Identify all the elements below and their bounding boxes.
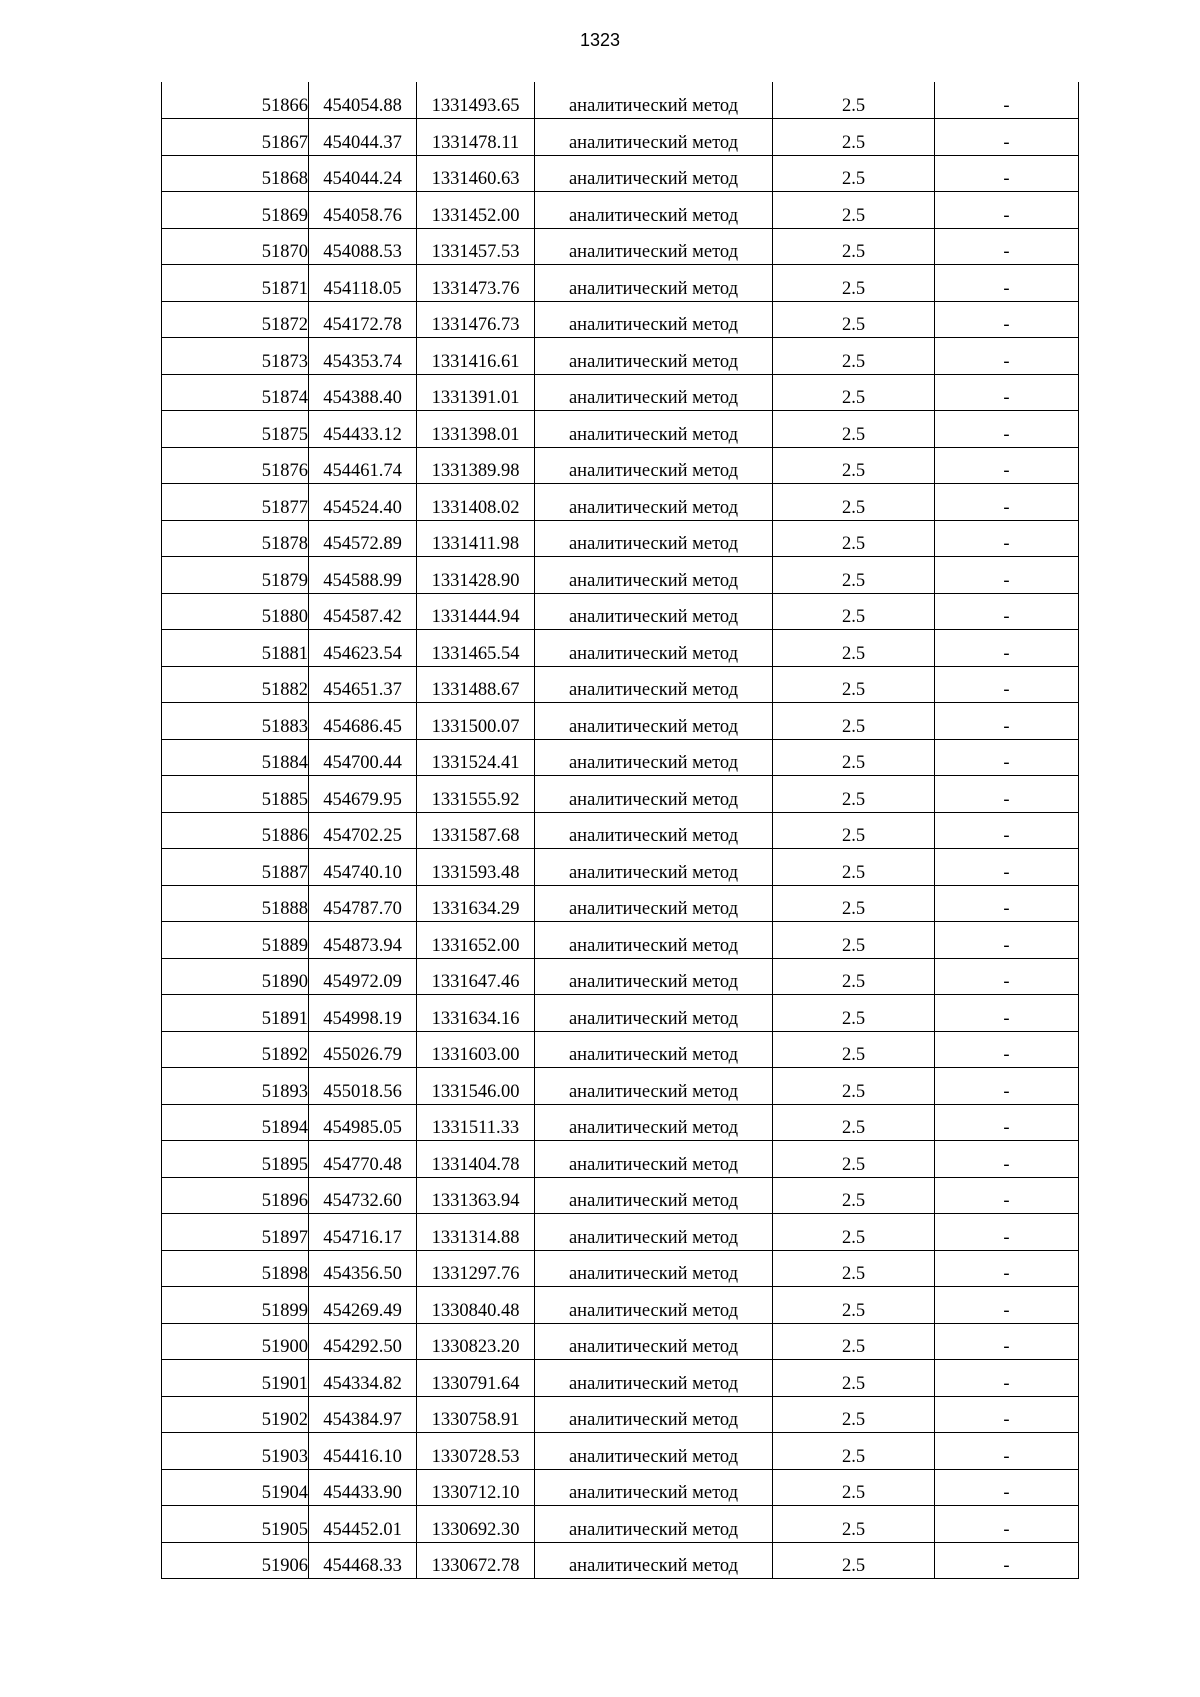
y-coordinate-cell: 1331411.98	[417, 520, 535, 557]
y-coordinate-cell: 1331391.01	[417, 374, 535, 411]
x-coordinate-cell: 454172.78	[309, 301, 417, 338]
point-number-cell: 51902	[162, 1396, 309, 1433]
table-row	[162, 1323, 1079, 1360]
table-row	[162, 1250, 1079, 1287]
y-coordinate-cell: 1331634.16	[417, 995, 535, 1032]
x-coordinate-cell: 454088.53	[309, 228, 417, 265]
accuracy-cell: 2.5	[773, 411, 935, 448]
method-cell: аналитический метод	[535, 958, 773, 995]
method-cell: аналитический метод	[535, 776, 773, 813]
note-cell: -	[935, 1360, 1079, 1397]
point-number-cell: 51901	[162, 1360, 309, 1397]
x-coordinate-cell: 454587.42	[309, 593, 417, 630]
y-coordinate-cell: 1331647.46	[417, 958, 535, 995]
table-row	[162, 265, 1079, 302]
accuracy-cell: 2.5	[773, 776, 935, 813]
note-cell: -	[935, 484, 1079, 521]
accuracy-cell: 2.5	[773, 1141, 935, 1178]
note-cell: -	[935, 557, 1079, 594]
point-number-cell: 51892	[162, 1031, 309, 1068]
y-coordinate-cell: 1330823.20	[417, 1323, 535, 1360]
accuracy-cell: 2.5	[773, 520, 935, 557]
accuracy-cell: 2.5	[773, 338, 935, 375]
accuracy-cell: 2.5	[773, 739, 935, 776]
table-row	[162, 703, 1079, 740]
x-coordinate-cell: 454770.48	[309, 1141, 417, 1178]
table-row	[162, 666, 1079, 703]
point-number-cell: 51887	[162, 849, 309, 886]
x-coordinate-cell: 454433.90	[309, 1469, 417, 1506]
x-coordinate-cell: 455018.56	[309, 1068, 417, 1105]
x-coordinate-cell: 454524.40	[309, 484, 417, 521]
accuracy-cell: 2.5	[773, 119, 935, 156]
table-row	[162, 557, 1079, 594]
y-coordinate-cell: 1331478.11	[417, 119, 535, 156]
table-row	[162, 374, 1079, 411]
table-row	[162, 885, 1079, 922]
accuracy-cell: 2.5	[773, 447, 935, 484]
method-cell: аналитический метод	[535, 885, 773, 922]
point-number-cell: 51867	[162, 119, 309, 156]
note-cell: -	[935, 739, 1079, 776]
point-number-cell: 51870	[162, 228, 309, 265]
accuracy-cell: 2.5	[773, 703, 935, 740]
note-cell: -	[935, 812, 1079, 849]
point-number-cell: 51868	[162, 155, 309, 192]
point-number-cell: 51900	[162, 1323, 309, 1360]
note-cell: -	[935, 119, 1079, 156]
x-coordinate-cell: 454433.12	[309, 411, 417, 448]
point-number-cell: 51882	[162, 666, 309, 703]
note-cell: -	[935, 1396, 1079, 1433]
method-cell: аналитический метод	[535, 557, 773, 594]
y-coordinate-cell: 1331314.88	[417, 1214, 535, 1251]
note-cell: -	[935, 411, 1079, 448]
method-cell: аналитический метод	[535, 411, 773, 448]
table-row	[162, 520, 1079, 557]
table-row	[162, 1068, 1079, 1105]
method-cell: аналитический метод	[535, 666, 773, 703]
x-coordinate-cell: 454702.25	[309, 812, 417, 849]
point-number-cell: 51883	[162, 703, 309, 740]
method-cell: аналитический метод	[535, 1360, 773, 1397]
accuracy-cell: 2.5	[773, 849, 935, 886]
note-cell: -	[935, 958, 1079, 995]
accuracy-cell: 2.5	[773, 1287, 935, 1324]
y-coordinate-cell: 1331460.63	[417, 155, 535, 192]
accuracy-cell: 2.5	[773, 958, 935, 995]
note-cell: -	[935, 593, 1079, 630]
y-coordinate-cell: 1330791.64	[417, 1360, 535, 1397]
accuracy-cell: 2.5	[773, 155, 935, 192]
point-number-cell: 51897	[162, 1214, 309, 1251]
point-number-cell: 51888	[162, 885, 309, 922]
table-row	[162, 411, 1079, 448]
x-coordinate-cell: 454044.37	[309, 119, 417, 156]
accuracy-cell: 2.5	[773, 1469, 935, 1506]
point-number-cell: 51896	[162, 1177, 309, 1214]
point-number-cell: 51878	[162, 520, 309, 557]
accuracy-cell: 2.5	[773, 1506, 935, 1543]
method-cell: аналитический метод	[535, 119, 773, 156]
note-cell: -	[935, 1506, 1079, 1543]
point-number-cell: 51869	[162, 192, 309, 229]
note-cell: -	[935, 1068, 1079, 1105]
x-coordinate-cell: 454972.09	[309, 958, 417, 995]
point-number-cell: 51886	[162, 812, 309, 849]
table-row	[162, 1177, 1079, 1214]
table-row	[162, 1104, 1079, 1141]
method-cell: аналитический метод	[535, 374, 773, 411]
y-coordinate-cell: 1331363.94	[417, 1177, 535, 1214]
y-coordinate-cell: 1331524.41	[417, 739, 535, 776]
method-cell: аналитический метод	[535, 301, 773, 338]
method-cell: аналитический метод	[535, 520, 773, 557]
table-row	[162, 228, 1079, 265]
table-row	[162, 958, 1079, 995]
x-coordinate-cell: 454468.33	[309, 1542, 417, 1579]
y-coordinate-cell: 1331587.68	[417, 812, 535, 849]
table-row	[162, 192, 1079, 229]
accuracy-cell: 2.5	[773, 301, 935, 338]
point-number-cell: 51873	[162, 338, 309, 375]
y-coordinate-cell: 1331555.92	[417, 776, 535, 813]
table-row	[162, 1506, 1079, 1543]
y-coordinate-cell: 1331404.78	[417, 1141, 535, 1178]
y-coordinate-cell: 1330758.91	[417, 1396, 535, 1433]
method-cell: аналитический метод	[535, 1177, 773, 1214]
note-cell: -	[935, 703, 1079, 740]
method-cell: аналитический метод	[535, 1433, 773, 1470]
method-cell: аналитический метод	[535, 593, 773, 630]
x-coordinate-cell: 454700.44	[309, 739, 417, 776]
y-coordinate-cell: 1331603.00	[417, 1031, 535, 1068]
x-coordinate-cell: 455026.79	[309, 1031, 417, 1068]
table-row	[162, 1031, 1079, 1068]
note-cell: -	[935, 666, 1079, 703]
accuracy-cell: 2.5	[773, 82, 935, 119]
y-coordinate-cell: 1331465.54	[417, 630, 535, 667]
point-number-cell: 51876	[162, 447, 309, 484]
accuracy-cell: 2.5	[773, 1214, 935, 1251]
method-cell: аналитический метод	[535, 1287, 773, 1324]
y-coordinate-cell: 1331444.94	[417, 593, 535, 630]
table-row	[162, 1469, 1079, 1506]
point-number-cell: 51895	[162, 1141, 309, 1178]
note-cell: -	[935, 995, 1079, 1032]
table-row	[162, 739, 1079, 776]
method-cell: аналитический метод	[535, 265, 773, 302]
method-cell: аналитический метод	[535, 1214, 773, 1251]
x-coordinate-cell: 454269.49	[309, 1287, 417, 1324]
note-cell: -	[935, 885, 1079, 922]
method-cell: аналитический метод	[535, 922, 773, 959]
x-coordinate-cell: 454998.19	[309, 995, 417, 1032]
accuracy-cell: 2.5	[773, 265, 935, 302]
accuracy-cell: 2.5	[773, 1104, 935, 1141]
x-coordinate-cell: 454985.05	[309, 1104, 417, 1141]
point-number-cell: 51871	[162, 265, 309, 302]
x-coordinate-cell: 454356.50	[309, 1250, 417, 1287]
page-number: 1323	[579, 30, 621, 50]
note-cell: -	[935, 776, 1079, 813]
point-number-cell: 51906	[162, 1542, 309, 1579]
accuracy-cell: 2.5	[773, 1433, 935, 1470]
y-coordinate-cell: 1331493.65	[417, 82, 535, 119]
table-row	[162, 1141, 1079, 1178]
note-cell: -	[935, 338, 1079, 375]
method-cell: аналитический метод	[535, 1396, 773, 1433]
note-cell: -	[935, 630, 1079, 667]
table-row	[162, 593, 1079, 630]
point-number-cell: 51890	[162, 958, 309, 995]
note-cell: -	[935, 155, 1079, 192]
y-coordinate-cell: 1331593.48	[417, 849, 535, 886]
accuracy-cell: 2.5	[773, 1250, 935, 1287]
table-row	[162, 630, 1079, 667]
x-coordinate-cell: 454054.88	[309, 82, 417, 119]
note-cell: -	[935, 849, 1079, 886]
note-cell: -	[935, 447, 1079, 484]
y-coordinate-cell: 1331428.90	[417, 557, 535, 594]
point-number-cell: 51866	[162, 82, 309, 119]
accuracy-cell: 2.5	[773, 885, 935, 922]
table-row	[162, 1433, 1079, 1470]
point-number-cell: 51904	[162, 1469, 309, 1506]
x-coordinate-cell: 454679.95	[309, 776, 417, 813]
x-coordinate-cell: 454588.99	[309, 557, 417, 594]
accuracy-cell: 2.5	[773, 812, 935, 849]
method-cell: аналитический метод	[535, 1031, 773, 1068]
table-row	[162, 484, 1079, 521]
y-coordinate-cell: 1331511.33	[417, 1104, 535, 1141]
accuracy-cell: 2.5	[773, 1068, 935, 1105]
table-row	[162, 155, 1079, 192]
point-number-cell: 51899	[162, 1287, 309, 1324]
method-cell: аналитический метод	[535, 447, 773, 484]
y-coordinate-cell: 1330728.53	[417, 1433, 535, 1470]
x-coordinate-cell: 454416.10	[309, 1433, 417, 1470]
table-row	[162, 82, 1079, 119]
x-coordinate-cell: 454623.54	[309, 630, 417, 667]
table-row	[162, 849, 1079, 886]
method-cell: аналитический метод	[535, 1542, 773, 1579]
note-cell: -	[935, 922, 1079, 959]
accuracy-cell: 2.5	[773, 1396, 935, 1433]
x-coordinate-cell: 454787.70	[309, 885, 417, 922]
method-cell: аналитический метод	[535, 995, 773, 1032]
y-coordinate-cell: 1331389.98	[417, 447, 535, 484]
method-cell: аналитический метод	[535, 82, 773, 119]
note-cell: -	[935, 1250, 1079, 1287]
point-number-cell: 51881	[162, 630, 309, 667]
accuracy-cell: 2.5	[773, 1323, 935, 1360]
y-coordinate-cell: 1331546.00	[417, 1068, 535, 1105]
accuracy-cell: 2.5	[773, 1031, 935, 1068]
x-coordinate-cell: 454732.60	[309, 1177, 417, 1214]
table-row	[162, 447, 1079, 484]
method-cell: аналитический метод	[535, 630, 773, 667]
note-cell: -	[935, 374, 1079, 411]
method-cell: аналитический метод	[535, 228, 773, 265]
method-cell: аналитический метод	[535, 1068, 773, 1105]
method-cell: аналитический метод	[535, 849, 773, 886]
y-coordinate-cell: 1331297.76	[417, 1250, 535, 1287]
table-row	[162, 922, 1079, 959]
y-coordinate-cell: 1331473.76	[417, 265, 535, 302]
y-coordinate-cell: 1330692.30	[417, 1506, 535, 1543]
note-cell: -	[935, 228, 1079, 265]
method-cell: аналитический метод	[535, 192, 773, 229]
y-coordinate-cell: 1331634.29	[417, 885, 535, 922]
accuracy-cell: 2.5	[773, 1177, 935, 1214]
point-number-cell: 51874	[162, 374, 309, 411]
table-row	[162, 119, 1079, 156]
x-coordinate-cell: 454461.74	[309, 447, 417, 484]
table-row	[162, 776, 1079, 813]
method-cell: аналитический метод	[535, 1323, 773, 1360]
table-body	[162, 82, 1079, 1579]
y-coordinate-cell: 1331488.67	[417, 666, 535, 703]
y-coordinate-cell: 1331500.07	[417, 703, 535, 740]
y-coordinate-cell: 1330840.48	[417, 1287, 535, 1324]
x-coordinate-cell: 454572.89	[309, 520, 417, 557]
note-cell: -	[935, 1323, 1079, 1360]
accuracy-cell: 2.5	[773, 374, 935, 411]
x-coordinate-cell: 454686.45	[309, 703, 417, 740]
x-coordinate-cell: 454044.24	[309, 155, 417, 192]
coordinates-table	[161, 82, 1079, 1579]
method-cell: аналитический метод	[535, 703, 773, 740]
note-cell: -	[935, 520, 1079, 557]
method-cell: аналитический метод	[535, 1506, 773, 1543]
note-cell: -	[935, 1214, 1079, 1251]
note-cell: -	[935, 1104, 1079, 1141]
note-cell: -	[935, 1469, 1079, 1506]
table-row	[162, 1360, 1079, 1397]
method-cell: аналитический метод	[535, 1469, 773, 1506]
accuracy-cell: 2.5	[773, 484, 935, 521]
accuracy-cell: 2.5	[773, 630, 935, 667]
note-cell: -	[935, 1433, 1079, 1470]
y-coordinate-cell: 1331452.00	[417, 192, 535, 229]
table-row	[162, 995, 1079, 1032]
x-coordinate-cell: 454740.10	[309, 849, 417, 886]
table-row	[162, 1287, 1079, 1324]
x-coordinate-cell: 454452.01	[309, 1506, 417, 1543]
accuracy-cell: 2.5	[773, 1360, 935, 1397]
method-cell: аналитический метод	[535, 1250, 773, 1287]
point-number-cell: 51898	[162, 1250, 309, 1287]
x-coordinate-cell: 454058.76	[309, 192, 417, 229]
accuracy-cell: 2.5	[773, 922, 935, 959]
table-row	[162, 812, 1079, 849]
point-number-cell: 51903	[162, 1433, 309, 1470]
method-cell: аналитический метод	[535, 739, 773, 776]
x-coordinate-cell: 454292.50	[309, 1323, 417, 1360]
point-number-cell: 51885	[162, 776, 309, 813]
x-coordinate-cell: 454651.37	[309, 666, 417, 703]
y-coordinate-cell: 1331416.61	[417, 338, 535, 375]
y-coordinate-cell: 1331457.53	[417, 228, 535, 265]
point-number-cell: 51884	[162, 739, 309, 776]
y-coordinate-cell: 1331398.01	[417, 411, 535, 448]
method-cell: аналитический метод	[535, 484, 773, 521]
y-coordinate-cell: 1330672.78	[417, 1542, 535, 1579]
point-number-cell: 51891	[162, 995, 309, 1032]
table-row	[162, 1214, 1079, 1251]
accuracy-cell: 2.5	[773, 228, 935, 265]
x-coordinate-cell: 454334.82	[309, 1360, 417, 1397]
note-cell: -	[935, 265, 1079, 302]
x-coordinate-cell: 454388.40	[309, 374, 417, 411]
accuracy-cell: 2.5	[773, 995, 935, 1032]
point-number-cell: 51879	[162, 557, 309, 594]
table-row	[162, 1396, 1079, 1433]
point-number-cell: 51893	[162, 1068, 309, 1105]
x-coordinate-cell: 454384.97	[309, 1396, 417, 1433]
point-number-cell: 51905	[162, 1506, 309, 1543]
note-cell: -	[935, 192, 1079, 229]
point-number-cell: 51889	[162, 922, 309, 959]
method-cell: аналитический метод	[535, 1104, 773, 1141]
y-coordinate-cell: 1331652.00	[417, 922, 535, 959]
accuracy-cell: 2.5	[773, 1542, 935, 1579]
x-coordinate-cell: 454716.17	[309, 1214, 417, 1251]
note-cell: -	[935, 1177, 1079, 1214]
note-cell: -	[935, 1141, 1079, 1178]
method-cell: аналитический метод	[535, 338, 773, 375]
y-coordinate-cell: 1330712.10	[417, 1469, 535, 1506]
accuracy-cell: 2.5	[773, 192, 935, 229]
x-coordinate-cell: 454353.74	[309, 338, 417, 375]
x-coordinate-cell: 454118.05	[309, 265, 417, 302]
point-number-cell: 51877	[162, 484, 309, 521]
method-cell: аналитический метод	[535, 812, 773, 849]
accuracy-cell: 2.5	[773, 666, 935, 703]
x-coordinate-cell: 454873.94	[309, 922, 417, 959]
point-number-cell: 51894	[162, 1104, 309, 1141]
table-row	[162, 1542, 1079, 1579]
method-cell: аналитический метод	[535, 155, 773, 192]
note-cell: -	[935, 1287, 1079, 1324]
table-row	[162, 338, 1079, 375]
point-number-cell: 51880	[162, 593, 309, 630]
y-coordinate-cell: 1331408.02	[417, 484, 535, 521]
note-cell: -	[935, 301, 1079, 338]
note-cell: -	[935, 1542, 1079, 1579]
point-number-cell: 51875	[162, 411, 309, 448]
accuracy-cell: 2.5	[773, 593, 935, 630]
accuracy-cell: 2.5	[773, 557, 935, 594]
note-cell: -	[935, 82, 1079, 119]
method-cell: аналитический метод	[535, 1141, 773, 1178]
table-row	[162, 301, 1079, 338]
note-cell: -	[935, 1031, 1079, 1068]
y-coordinate-cell: 1331476.73	[417, 301, 535, 338]
point-number-cell: 51872	[162, 301, 309, 338]
